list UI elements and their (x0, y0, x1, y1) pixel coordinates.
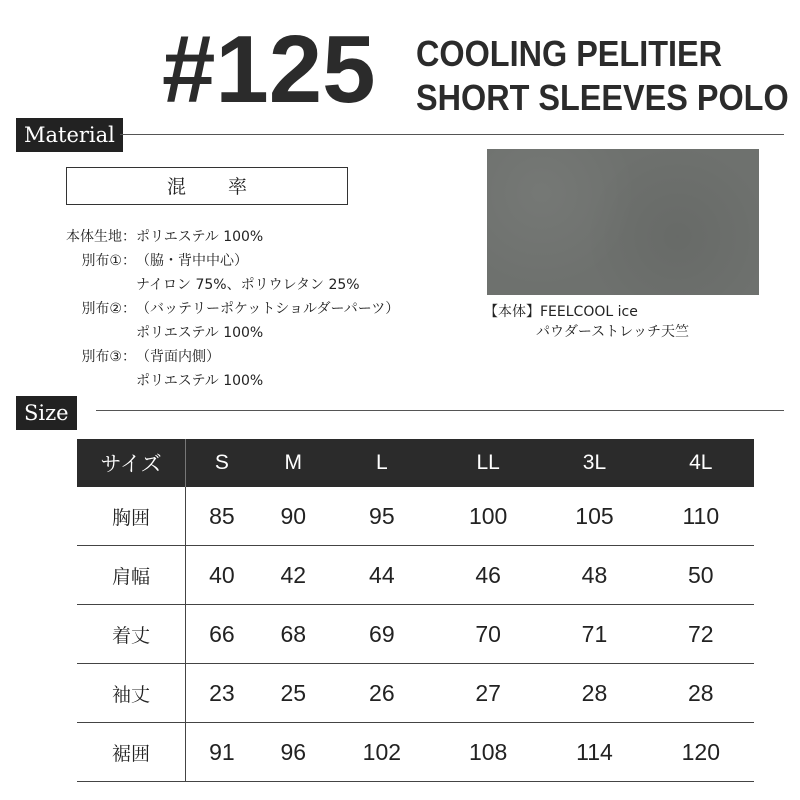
table-cell: 90 (258, 487, 329, 546)
product-title-line2: SHORT SLEEVES POLO (416, 77, 789, 118)
table-cell: 28 (541, 664, 647, 723)
product-title (416, 32, 789, 120)
table-cell: 42 (258, 546, 329, 605)
size-section-label: Size (16, 396, 77, 430)
size-column-header: 3L (541, 439, 647, 487)
material-row (50, 225, 263, 249)
table-row (77, 487, 754, 546)
size-column-header: LL (435, 439, 541, 487)
material-row-text: （バッテリーポケットショルダーパーツ） (136, 301, 400, 317)
table-cell: 96 (258, 723, 329, 782)
material-row-text: ナイロン 75%、ポリウレタン 25% (136, 277, 360, 293)
fabric-swatch-image (487, 149, 759, 295)
table-cell: 66 (186, 605, 258, 664)
table-cell: 44 (329, 546, 435, 605)
size-column-header: 4L (648, 439, 754, 487)
material-row (50, 345, 220, 369)
table-row (77, 664, 754, 723)
table-cell: 27 (435, 664, 541, 723)
measurement-name: 着丈 (77, 605, 186, 664)
measurement-name: 胸囲 (77, 487, 186, 546)
material-row-label: 別布②： (81, 301, 136, 317)
material-row (136, 321, 263, 345)
material-row-label: 本体生地： (66, 229, 136, 245)
table-row (77, 546, 754, 605)
material-row-label: 別布③： (81, 349, 136, 365)
table-cell: 110 (648, 487, 754, 546)
table-cell: 50 (648, 546, 754, 605)
table-cell: 95 (329, 487, 435, 546)
material-row-text: ポリエステル 100% (136, 325, 264, 341)
measurement-name: 肩幅 (77, 546, 186, 605)
material-row-text: ポリエステル 100% (136, 373, 264, 389)
product-number: #125 (162, 16, 376, 123)
table-cell: 48 (541, 546, 647, 605)
table-cell: 114 (541, 723, 647, 782)
table-cell: 105 (541, 487, 647, 546)
table-cell: 70 (435, 605, 541, 664)
table-cell: 72 (648, 605, 754, 664)
size-column-header: S (186, 439, 258, 487)
table-cell: 46 (435, 546, 541, 605)
table-cell: 25 (258, 664, 329, 723)
size-table-corner: サイズ (77, 439, 186, 487)
table-cell: 120 (648, 723, 754, 782)
material-row (50, 249, 248, 273)
size-table (77, 439, 754, 782)
table-cell: 85 (186, 487, 258, 546)
size-divider (96, 410, 784, 411)
size-column-header: M (258, 439, 329, 487)
table-cell: 26 (329, 664, 435, 723)
table-cell: 23 (186, 664, 258, 723)
mix-ratio-title: 混 率 (66, 167, 348, 205)
table-cell: 102 (329, 723, 435, 782)
fabric-caption (484, 302, 689, 342)
table-cell: 68 (258, 605, 329, 664)
table-cell: 69 (329, 605, 435, 664)
fabric-caption-line2: パウダーストレッチ天竺 (536, 324, 690, 340)
table-cell: 100 (435, 487, 541, 546)
material-row (136, 273, 360, 297)
material-row-text: ポリエステル 100% (136, 229, 264, 245)
measurement-name: 裾囲 (77, 723, 186, 782)
product-title-line1: COOLING PELITIER (416, 33, 723, 74)
material-divider (120, 134, 784, 135)
size-column-header: L (329, 439, 435, 487)
size-table-header-row (77, 439, 754, 487)
material-row (50, 297, 399, 321)
table-cell: 40 (186, 546, 258, 605)
material-row-text: （背面内側） (136, 349, 220, 365)
table-row (77, 605, 754, 664)
material-row (136, 369, 263, 393)
table-cell: 91 (186, 723, 258, 782)
material-row-text: （脇・背中中心） (136, 253, 248, 269)
table-row (77, 723, 754, 782)
material-section-label: Material (16, 118, 123, 152)
table-cell: 71 (541, 605, 647, 664)
measurement-name: 袖丈 (77, 664, 186, 723)
fabric-caption-line1: 【本体】FEELCOOL ice (484, 304, 638, 320)
table-cell: 108 (435, 723, 541, 782)
table-cell: 28 (648, 664, 754, 723)
material-row-label: 別布①： (81, 253, 136, 269)
